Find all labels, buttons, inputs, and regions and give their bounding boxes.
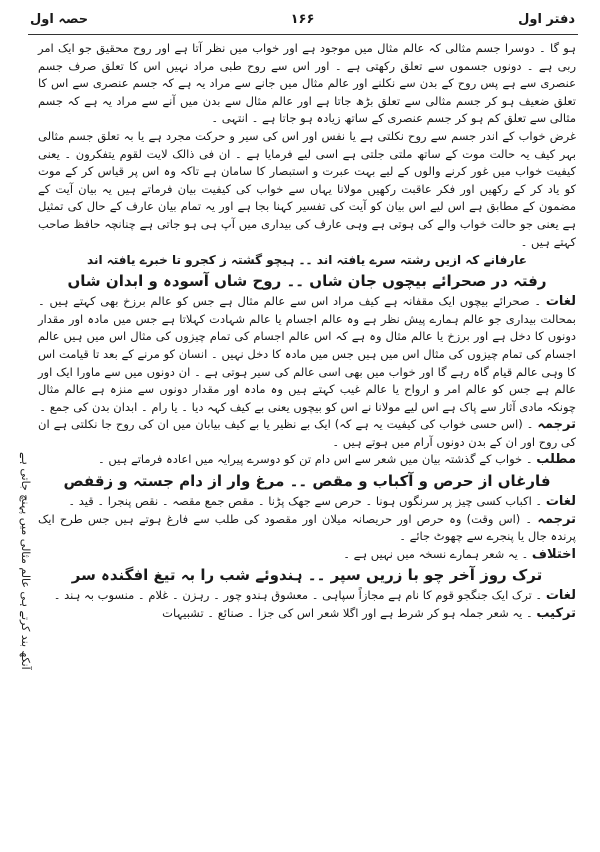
paragraph — [38, 451, 576, 469]
paragraph-text: ہو گا ۔ دوسرا جسم مثالی کہ عالم مثال میں موجود ہے اور خواب میں نظر آتا ہے اور روح محقیق جو ایک امر ربی ہے ۔ دونوں جسموں سے تعلق رکھتی ہے ۔ اور اس سے روح طبی مراد نہیں اس کا تعلق صرف جسم عنصری سے ہے پس روح کے بدن سے نکلنے اور عالم مثال میں جانے سے مراد یہ ہے کہ جسم عنصری سے اس کا تعلق ضعیف ہو کر جسم مثالی سے تعلق بڑھ جاتا ہے اور عالم مثال سے بدن میں آنے سے مراد یہ ہے کہ جسم مثالی سے تعلق کم ہو کر جسم عنصری کے ساتھ زیادہ ہو جاتا ہے ۔ انتہی ۔ — [38, 41, 576, 126]
paragraph — [38, 587, 576, 605]
paragraph — [38, 493, 576, 511]
section-term: ترکیب — [536, 606, 576, 622]
paragraph — [38, 416, 576, 451]
page-number: ۱۶۶ — [290, 12, 315, 27]
section-term: اختلاف — [531, 546, 576, 562]
header-rule — [28, 34, 578, 35]
paragraph-text: ۔ صحرائے بیچوں ایک مقفانہ ہے کیف مراد اس سے عالم مثال ہے جس کو عالم برزخ بھی کہتے ہیں ۔ بمحالت بیداری جو عالم ہمارے پیش نظر ہے وہ عالم اجسام یا عالم شہادت کہلاتا ہے جس میں مادہ اور مقدار دونوں کا دخل ہے اور برزخ یا عالم مثال وہ ہے کہ اس عالم اجسام کی تمام چیزوں کی مثال اس میں ہیں عالم اجسام کی تمام چیزوں کی مثال اس میں ہیں جس میں مادہ کا دخل نہیں ۔ انسان کو مرنے کے بعد تا قیامت اس کا وہی عالم قیام گاہ رہے گا اور خواب میں بھی اسی عالم کی سیر ہوتی ہے ۔ ان دونوں میں سے ماورا ایک اور عالم ہے جس کو عالم امر و ارواح یا عالم غیب کہتے ہیں وہ مادہ اور مقدار دونوں سے منزہ ہے عالم مثال چونکہ مادی آثار سے پاک ہے اس لیے مولانا نے اس کو بیچوں یعنی بے کیف کہہ دیا ۔ یا رام ۔ ابدان بدن کی جمع ۔ — [38, 294, 576, 414]
paragraph-text: ۔ (اس وقت) وہ حرص اور حریصانہ میلان اور مقصود کی طلب سے فارغ ہوتے ہیں جس طرح ایک پرندہ جال یا پنجرے سے چھوٹ جائے ۔ — [38, 511, 576, 544]
paragraph-text: ۔ ترک ایک جنگجو قوم کا نام ہے مجازاً سپاہی ۔ معشوق ہندو چور ۔ رہزن ۔ غلام ۔ منسوب بہ ہند ۔ — [53, 588, 546, 603]
page-content — [38, 40, 576, 840]
paragraph — [38, 293, 576, 416]
margin-note: آنکھ بند کرتے ہی عالم مثالی میں پہنچ جاتی ہے — [19, 452, 32, 670]
paragraph-text: ۔ یہ شعر ہمارے نسخہ میں نہیں ہے ۔ — [343, 546, 532, 561]
paragraph — [38, 128, 576, 251]
verse-line: فارغاں از حرص و آکباب و مقص ۔۔ مرغ وار از دام جستہ و زقفص — [63, 472, 551, 491]
section-term: لغات — [545, 588, 576, 604]
verse-line: رفتہ در صحرائے بیچوں جان شاں ۔۔ روح شاں آسودہ و ابدان شاں — [67, 272, 547, 291]
section-term: ترجمہ — [537, 417, 576, 433]
header-book-part: دفتر اول — [518, 12, 575, 27]
paragraph-text: ۔ یہ شعر جملہ ہو کر شرط ہے اور اگلا شعر اس کی جزا ۔ صنائع ۔ تشبیہات — [162, 606, 537, 621]
paragraph — [38, 511, 576, 546]
paragraph-text: ۔ (اس حسی خواب کی کیفیت یہ ہے کہ) ایک بے نظیر یا بے کیف بیابان میں ان کی روح جا نکلتی ہے ان کی روح اور ان کے بدن دونوں آرام میں ہوتے ہیں ۔ — [38, 417, 576, 449]
paragraph — [38, 40, 576, 128]
section-term: لغات — [545, 294, 576, 310]
paragraph — [38, 546, 576, 564]
page-header — [30, 10, 575, 34]
section-term: لغات — [545, 494, 576, 510]
paragraph-text: ۔ اکباب کسی چیز پر سرنگوں ہونا ۔ حرص سے جھک پڑنا ۔ مقص جمع مقصہ ۔ نقص پنجرا ۔ قید ۔ — [68, 494, 546, 509]
section-term: ترجمہ — [537, 511, 576, 527]
paragraph-text: ۔ خواب کے گذشتہ بیان میں شعر سے اس دام تن کو دوسرے پیرایہ میں اعادہ فرماتے ہیں ۔ — [97, 452, 537, 467]
paragraph — [38, 605, 576, 623]
paragraph-text: غرض خواب کے اندر جسم سے روح نکلتی ہے یا نفس اور اس کی سیر و حرکت مجرد ہے یا بہ تعلق جسم مثالی بہر کیف یہ حالت موت کے ساتھ ملتی جلتی ہے اسی لیے فرمایا ہے ۔ ان فی ذالک لایت لقوم یتفکرون ۔ یعنی کیفیت خواب میں غور کرنے والوں کے لیے بہت عبرت و استبصار کا سامان ہے تاکہ وہ اس پر قیاس کر کے موت کو یاد کر کے رکھیں اور فکر عاقبت رکھیں مولانا یہاں سے خواب کی کیفیت بیان فرماتے ہیں یہ بیان آیت کے مضمون کے مطابق ہے اس لیے اس بیان کو آیت کی تفسیر کہنا بجا ہے اور یہ تمام بیان عارف کے حال کی تمثیل ہے یعنی جو حالت خواب والے کی ہوتی ہے وہی عارف کی بیداری میں آپ ہی ہو جاتی ہے چنانچہ حافظ صاحب کہتے ہیں ۔ — [38, 128, 576, 249]
header-volume: حصہ اول — [30, 12, 89, 27]
verse-line: ترک روز آخر چو با زریں سپر ۔۔ ہندوئے شب را بہ تیغ افگندہ سر — [71, 566, 543, 585]
verse-line: عارفانے کہ ازیں رشتہ سرے یافتہ اند ۔۔ ہیچو گشتہ ز کجرو تا خبرے یافتہ اند — [87, 253, 527, 268]
section-term: مطلب — [536, 452, 576, 468]
